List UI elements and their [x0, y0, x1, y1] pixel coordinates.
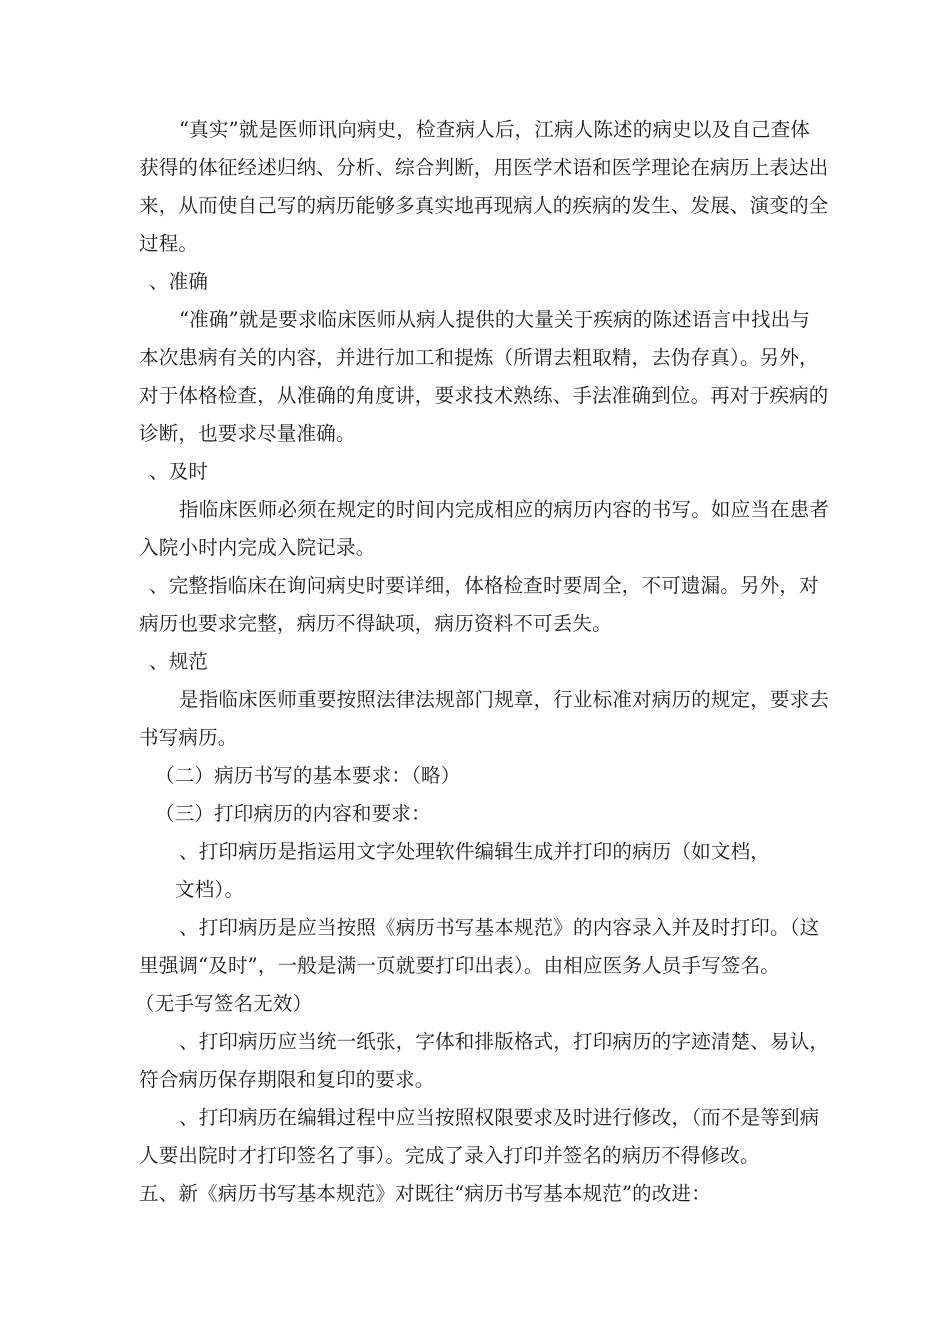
section-heading: 五、新《病历书写基本规范》对既往“病历书写基本规范”的改进： — [139, 1182, 711, 1205]
paragraph-line: “真实”就是医师讯向病史，检查病人后，江病人陈述的病史以及自己查体 — [179, 118, 811, 141]
section-heading: 、及时 — [149, 460, 209, 483]
paragraph-line: 里强调“及时”，一般是满一页就要打印出表）。由相应医务人员手写签名。 — [139, 954, 780, 977]
paragraph-line: 、完整指临床在询问病史时要详细，体格检查时要周全，不可遗漏。另外，对 — [149, 574, 819, 597]
section-heading: 、规范 — [149, 650, 209, 673]
paragraph-line: 、打印病历是指运用文字处理软件编辑生成并打印的病历（如文档， — [179, 840, 771, 863]
paragraph-line: 入院小时内完成入院记录。 — [139, 536, 376, 559]
paragraph-line: 过程。 — [139, 232, 199, 255]
paragraph-line: 人要出院时才打印签名了事）。完成了录入打印并签名的病历不得修改。 — [139, 1144, 760, 1167]
paragraph-line: 符合病历保存期限和复印的要求。 — [139, 1068, 435, 1091]
paragraph-line: 本次患病有关的内容，并进行加工和提炼（所谓去粗取精，去伪存真）。另外， — [139, 346, 819, 369]
paragraph-line: 来，从而使自己写的病历能够多真实地再现病人的疾病的发生、发展、演变的全 — [139, 194, 829, 217]
paragraph-line: 指临床医师必须在规定的时间内完成相应的病历内容的书写。如应当在患者 — [179, 498, 830, 521]
paragraph-line: 文档）。 — [175, 878, 245, 901]
paragraph-line: 诊断，也要求尽量准确。 — [139, 422, 356, 445]
paragraph-line: （无手写签名无效） — [135, 992, 313, 1015]
paragraph-line: 书写病历。 — [139, 726, 238, 749]
section-heading: （二）病历书写的基本要求：（略） — [155, 764, 461, 787]
paragraph-line: 、打印病历应当统一纸张，字体和排版格式，打印病历的字迹清楚、易认， — [179, 1030, 830, 1053]
section-heading: 、准确 — [149, 270, 209, 293]
paragraph-line: 、打印病历是应当按照《病历书写基本规范》的内容录入并及时打印。（这 — [179, 916, 820, 939]
paragraph-line: “准确”就是要求临床医师从病人提供的大量关于疾病的陈述语言中找出与 — [179, 308, 811, 331]
section-heading: （三）打印病历的内容和要求： — [155, 802, 431, 825]
paragraph-line: 是指临床医师重要按照法律法规部门规章，行业标准对病历的规定，要求去 — [179, 688, 830, 711]
paragraph-line: 对于体格检查，从准确的角度讲，要求技术熟练、手法准确到位。再对于疾病的 — [139, 384, 829, 407]
paragraph-line: 、打印病历在编辑过程中应当按照权限要求及时进行修改，（而不是等到病 — [179, 1106, 820, 1129]
paragraph-line: 病历也要求完整，病历不得缺项，病历资料不可丢失。 — [139, 612, 612, 635]
paragraph-line: 获得的体征经述归纳、分析、综合判断，用医学术语和医学理论在病历上表达出 — [139, 156, 829, 179]
